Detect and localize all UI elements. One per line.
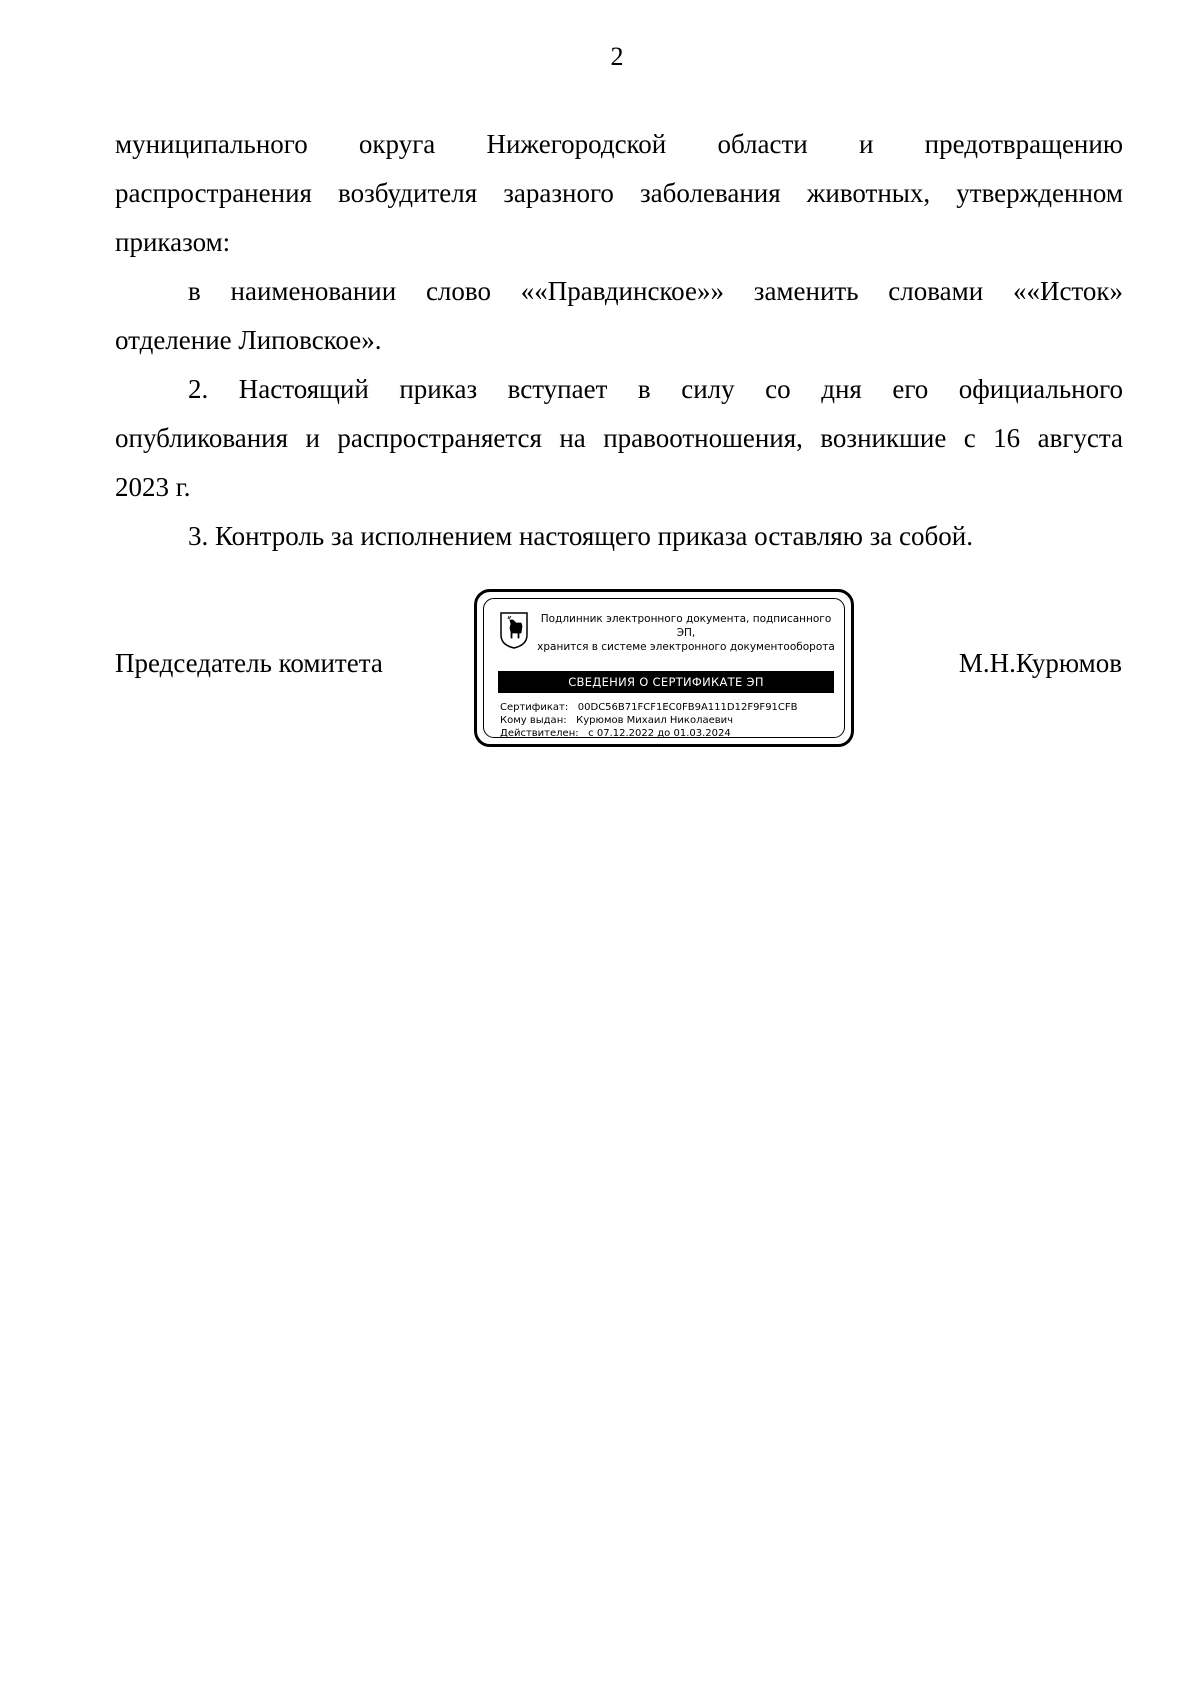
issued-to-label: Кому выдан: (500, 715, 573, 726)
validity-label: Действителен: (500, 728, 585, 739)
signatory-position: Председатель комитета (115, 648, 383, 678)
paragraph-4-line-1: 3. Контроль за исполнением настоящего приказа оставляю за собой. (188, 521, 973, 551)
validity-row (500, 727, 798, 740)
certificate-value: 00DC56B71FCF1EC0FB9A111D12F9F91CFB (577, 702, 798, 713)
stamp-header-line-2: хранится в системе электронного документооборота (537, 641, 835, 653)
paragraph-1-line-3: приказом: (115, 227, 231, 257)
certificate-info-title: СВЕДЕНИЯ О СЕРТИФИКАТЕ ЭП (498, 671, 834, 693)
certificate-row (500, 701, 798, 714)
paragraph-1-line-1: муниципального округа Нижегородской области и предотвращению (115, 129, 1123, 159)
paragraph-2-line-1: в наименовании слово ««Правдинское»» заменить словами ««Исток» (188, 276, 1123, 306)
issued-to-value: Курюмов Михаил Николаевич (576, 715, 734, 726)
stamp-header-line-1: Подлинник электронного документа, подписанного ЭП, (540, 613, 832, 639)
document-body (115, 120, 1123, 561)
paragraph-2-line-2: отделение Липовское». (115, 325, 382, 355)
certificate-details (500, 701, 798, 740)
validity-value: с 07.12.2022 до 01.03.2024 (588, 728, 731, 739)
paragraph-3-line-2: опубликования и распространяется на правоотношения, возникшие с 16 августа (115, 423, 1123, 453)
issued-to-row (500, 714, 798, 727)
paragraph-3-line-3: 2023 г. (115, 472, 191, 502)
nizhny-novgorod-deer-emblem-icon (499, 611, 529, 649)
stamp-inner-frame (483, 598, 845, 738)
signatory-name: М.Н.Курюмов (958, 648, 1122, 678)
paragraph-1-line-2: распространения возбудителя заразного заболевания животных, утвержденном (115, 178, 1123, 208)
paragraph-3-line-1: 2. Настоящий приказ вступает в силу со дня его официального (188, 374, 1123, 404)
certificate-label: Сертификат: (500, 702, 575, 713)
page-number: 2 (610, 42, 624, 71)
stamp-header (534, 612, 838, 654)
electronic-signature-stamp (474, 589, 854, 747)
